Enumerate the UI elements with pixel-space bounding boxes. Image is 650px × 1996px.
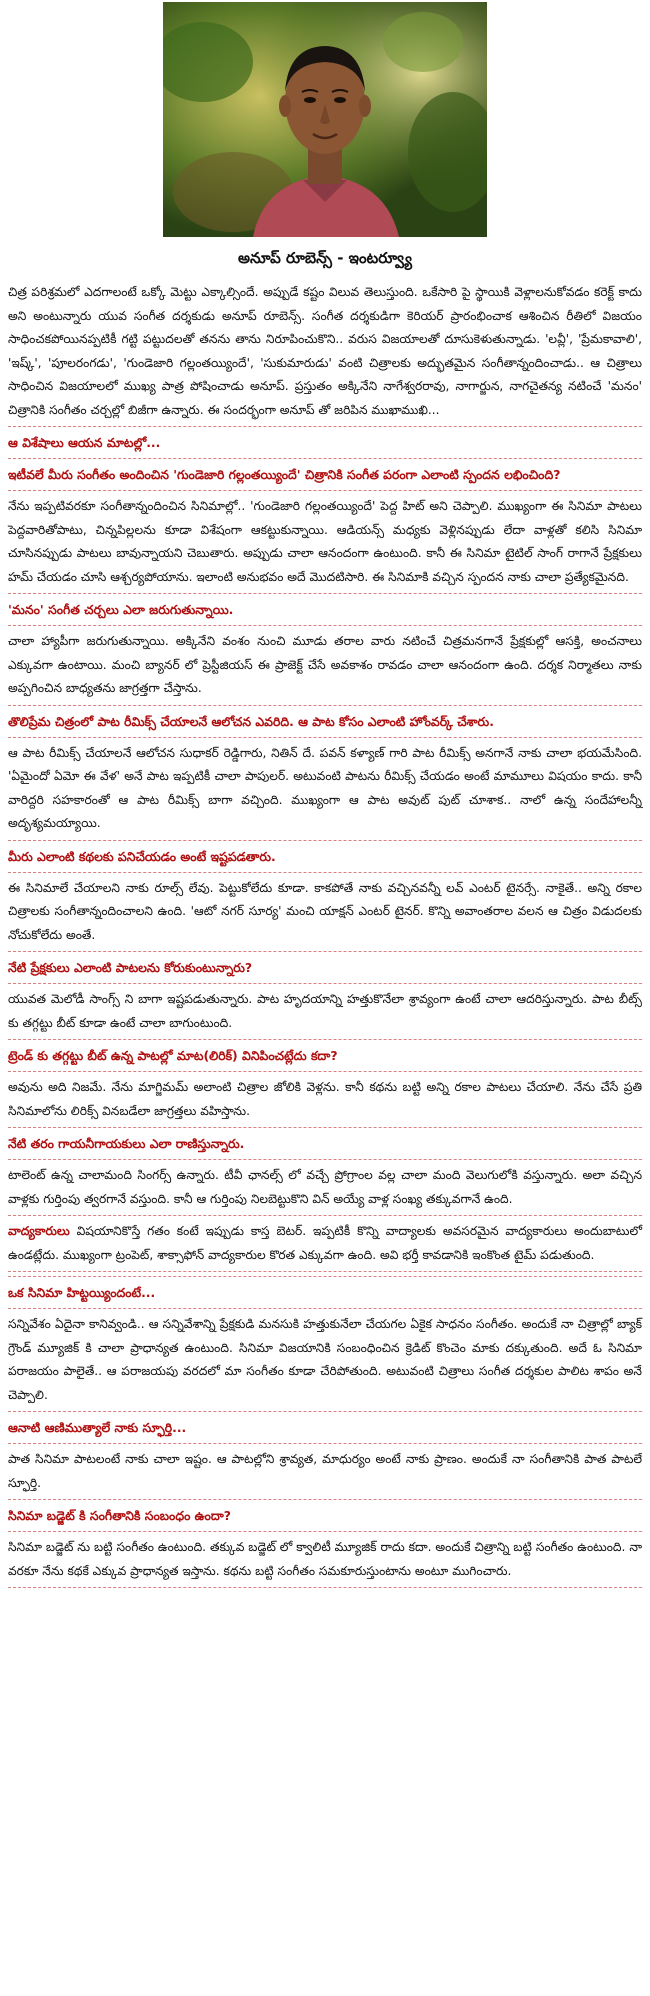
section-divider (8, 1071, 642, 1072)
section-divider (8, 951, 642, 952)
question-text: మీరు ఎలాంటి కథలకు పనిచేయడం అంటే ఇష్టపడతారు. (8, 848, 276, 864)
interview-section (8, 1416, 642, 1500)
interview-answer: అవును అది నిజమే. నేను మాగ్జిమమ్ అలాంటి చిత్రాల జోలికి వెళ్లను. కానీ కథను బట్టి అన్ని రకాల పాటలు చేయాలి. నేను చేసే ప్రతి సినిమాలోను లిరిక్స్ వినబడేలా జాగ్రత్తలు వహిస్తాను. (8, 1080, 642, 1118)
interview-sections (8, 431, 642, 1588)
interview-question (8, 1132, 642, 1155)
section-divider (8, 1039, 642, 1040)
interview-answer: యువత మెలోడీ సాంగ్స్ ని బాగా ఇష్టపడుతున్నారు. పాట హృదయాన్ని హత్తుకొనేలా శ్రావ్యంగా ఉంటే చాలా ఆదరిస్తున్నారు. పాట బీట్స్ కు తగ్గట్టు బీట్ కూడా ఉంటే చాలా బాగుంటుంది. (8, 992, 642, 1030)
portrait-photo (163, 2, 487, 237)
section-divider (8, 983, 642, 984)
interview-question (8, 956, 642, 979)
article-page (0, 2, 650, 1996)
interview-question (8, 1281, 642, 1304)
section-divider (8, 1159, 642, 1160)
section-divider (8, 1271, 642, 1272)
section-divider (8, 1215, 642, 1216)
section-divider (8, 458, 642, 459)
portrait-illustration (163, 2, 487, 237)
section-divider (8, 872, 642, 873)
article-intro: చిత్ర పరిశ్రమలో ఎదగాలంటే ఒక్కో మెట్టు ఎక్కాల్సిందే. అప్పుడే కష్టం విలువ తెలుస్తుంది. ఒకేసారి పై స్థాయికి వెళ్లాలనుకోవడం కరెక్ట్ కాదు అని అంటున్నారు యువ సంగీత దర్శకుడు అనూప్ రూబెన్స్. సంగీత దర్శకుడిగా కెరియర్ ప్రారంభించాక ఆశించిన రీతిలో విజయం సాధించకపోయినప్పటికీ గట్టి పట్టుదలతో తనను తాను నిరూపించుకొని.. వరుస విజయాలతో దూసుకెళుతున్నాడు. 'లవ్లీ', 'ప్రేమకావాలి', 'ఇష్క్', 'పూలరంగడు', 'గుండెజారి గల్లంతయ్యిందే', 'సుకుమారుడు' వంటి చిత్రాలకు అద్భుతమైన సంగీతాన్నందించాడు.. ఆ చిత్రాలు సాధించిన విజయాలలో ముఖ్య పాత్ర పోషించాడు అనూప్. ప్రస్తుతం అక్కినేని నాగేశ్వరరావు, నాగార్జున, నాగచైతన్య నటించే 'మనం' చిత్రానికి సంగీతం చర్చల్లో బిజీగా ఉన్నారు. ఈ సందర్భంగా అనూప్ తో జరిపిన ముఖాముఖి... (8, 285, 642, 417)
question-text: ఆనాటి ఆణిముత్యాలే నాకు స్ఫూర్తి... (8, 1420, 187, 1435)
interview-question (8, 598, 642, 621)
interview-answer: ఈ సినిమాలే చేయాలని నాకు రూల్స్ లేవు. పెట్టుకోలేదు కూడా. కాకపోతే నాకు వచ్చినవన్నీ లవ్ ఎంటర్ టైనర్సే. నాకైతే.. అన్ని రకాల చిత్రాలకు సంగీతాన్నందించాలని ఉంది. 'ఆటో నగర్ సూర్య' మంచి యాక్షన్ ఎంటర్ టైనర్. కొన్ని అవాంతరాల వలన ఆ చిత్రం విడుదలకు నోచుకోలేదు అంతే. (8, 880, 642, 942)
question-text: ఆ విశేషాలు ఆయన మాటల్లో... (8, 435, 161, 450)
interview-section (8, 956, 642, 1040)
section-divider (8, 1499, 642, 1500)
question-text: ఒక సినిమా హిట్టయ్యిందంటే... (8, 1285, 156, 1300)
interview-section (8, 1132, 642, 1216)
section-divider (8, 593, 642, 594)
section-divider (8, 625, 642, 626)
interview-question (8, 710, 642, 733)
article-title: అనూప్ రూబెన్స్ - ఇంటర్వ్యూ (237, 249, 412, 267)
interview-section (8, 845, 642, 953)
interview-answer: టాలెంట్ ఉన్న చాలామంది సింగర్స్ ఉన్నారు. టీవీ ఛానల్స్ లో వచ్చే ప్రోగ్రాంల వల్ల చాలా మంది వెలుగులోకి వస్తున్నారు. అలా వచ్చిన వాళ్లకు గుర్తింపు త్వరగానే వస్తుంది. కానీ ఆ గుర్తింపు నిలబెట్టుకొని విన్ అయ్యే వాళ్ల సంఖ్య తక్కువగానే ఉంది. (8, 1168, 642, 1206)
interview-section (8, 1044, 642, 1128)
interview-section (8, 598, 642, 706)
interview-section (8, 431, 642, 459)
question-text: నేటి తరం గాయనీగాయకులు ఎలా రాణిస్తున్నారు. (8, 1136, 245, 1151)
section-divider (8, 1587, 642, 1588)
question-text: తొలిప్రేమ చిత్రంలో పాట రీమిక్స్ చేయాలనే ఆలోచన ఎవరిది. ఆ పాట కోసం ఎలాంటి హోంవర్క్ చేశారు. (8, 713, 494, 729)
section-divider (8, 1308, 642, 1309)
interview-answer: పాత సినిమా పాటలంటే నాకు చాలా ఇష్టం. ఆ పాటల్లోని శ్రావ్యత, మాధుర్యం అంటే నాకు ప్రాణం. అందుకే నా సంగీతానికి పాత పాటలే స్ఫూర్తి. (8, 1452, 642, 1490)
section-divider (8, 705, 642, 706)
interview-question (8, 463, 642, 486)
question-text: ఇటీవలే మీరు సంగీతం అందించిన 'గుండెజారి గల్లంతయ్యిందే' చిత్రానికి సంగీత పరంగా ఎలాంటి స్పందన లభించింది? (8, 467, 561, 482)
section-divider (8, 1276, 642, 1277)
section-divider (8, 840, 642, 841)
question-text: సినిమా బడ్జెట్ కి సంగీతానికి సంబంధం ఉందా? (8, 1508, 231, 1523)
interview-section (8, 710, 642, 841)
section-divider (8, 1443, 642, 1444)
interview-section (8, 1504, 642, 1588)
interview-section (8, 1281, 642, 1412)
interview-section (8, 463, 642, 594)
interview-answer: ఆ పాట రీమిక్స్ చేయాలనే ఆలోచన సుధాకర్ రెడ్డిగారు, నితిన్ దే. పవన్ కళ్యాణ్ గారి పాట రీమిక్స్ అనగానే నాకు చాలా భయమేసింది. 'ఏమైందో ఏమో ఈ వేళ' అనే పాట ఇప్పటికీ చాలా పాపులర్. అటువంటి పాటను రీమిక్స్ చేయడం అంటే మామూలు విషయం కాదు. కానీ వారిద్దరి సహకారంతో ఆ పాట రీమిక్స్ బాగా వచ్చింది. ముఖ్యంగా ఆ పాట అవుట్ పుట్ చూశాక.. నాలో ఉన్న సందేహాలన్నీ అదృశ్యమయ్యాయి. (8, 745, 642, 830)
interview-question (8, 1044, 642, 1067)
interview-question (8, 431, 642, 454)
interview-answer: చాలా హ్యాపీగా జరుగుతున్నాయి. అక్కినేని వంశం నుంచి మూడు తరాల వారు నటించే చిత్రమనగానే ప్రేక్షకుల్లో ఆసక్తి, అంచనాలు ఎక్కువగా ఉంటాయి. మంచి బ్యానర్ లో ప్రెస్టీజియస్ ఈ ప్రాజెక్ట్ చేసే అవకాశం రావడం చాలా ఆనందంగా ఉంది. దర్శక నిర్మాతలు నాకు అప్పగించిన బాధ్యతను జాగ్రత్తగా చేస్తాను. (8, 634, 642, 695)
interview-answer: సన్నివేశం ఏదైనా కానివ్వండి.. ఆ సన్నివేశాన్ని ప్రేక్షకుడి మనసుకి హత్తుకునేలా చేయగల ఏకైక సాధనం సంగీతం. అందుకే నా చిత్రాల్లో బ్యాక్ గ్రౌండ్ మ్యూజిక్ కి చాలా ప్రాధాన్యత ఉంటుంది. సినిమా విజయానికి సంబంధించిన క్రెడిట్ కొంచెం మాకు దక్కుతుంది. అదే ఓ సినిమా పరాజయం పాలైతే.. ఆ పరాజయపు వరదలో మా సంగీతం కూడా చేరిపోతుంది. అటువంటి చిత్రాలు సంగీత దర్శకుల పాలిట శాపం అనే చెప్పాలి. (8, 1317, 642, 1402)
interview-question (8, 1220, 642, 1267)
section-divider (8, 1411, 642, 1412)
section-divider (8, 490, 642, 491)
question-text: నేటి ప్రేక్షకులు ఎలాంటి పాటలను కోరుకుంటున్నారు? (8, 960, 253, 975)
interview-question (8, 1416, 642, 1439)
answer-text: విషయానికొస్తే గతం కంటే ఇప్పుడు కాస్త బెటర్. ఇప్పటికీ కొన్ని వాద్యాలకు అవసరమైన వాద్యకారులు అందుబాటులో ఉండట్లేదు. ముఖ్యంగా ట్రంపెట్, శాక్సాఫోన్ వాద్యకారుల కొరత ఎక్కువగా ఉంది. అవి భర్తీ కావడానికి ఇంకొంత టైమ్ పడుతుంది. (8, 1224, 642, 1262)
interview-answer: నేను ఇప్పటివరకూ సంగీతాన్నందించిన సినిమాల్లో.. 'గుండెజారి గల్లంతయ్యిందే' పెద్ద హిట్ అని చెప్పాలి. ముఖ్యంగా ఈ సినిమా పాటలు పెద్దవారితోపాటు, చిన్నపిల్లలను కూడా విశేషంగా ఆకట్టుకున్నాయి. ఆడియన్స్ మధ్యకు వెళ్లినప్పుడు లేదా వాళ్లతో కలిసి సినిమా చూసినప్పుడు పాటలు బావున్నాయని చెబుతారు. అప్పుడు చాలా ఆనందంగా ఉంటుంది. కానీ ఈ సినిమా టైటిల్ సాంగ్ రాగానే ప్రేక్షకులు హమ్ చేయడం చూసి ఆశ్చర్యపోయాను. ఇలాంటి అనుభవం అదే మొదటిసారి. ఈ సినిమాకి వచ్చిన స్పందన నాకు చాలా ప్రత్యేకమైనది. (8, 499, 642, 584)
question-text: ట్రెండ్ కు తగ్గట్టు బీట్ ఉన్న పాటల్లో మాట(లిరిక్) వినిపించట్లేదు కదా? (8, 1048, 338, 1063)
question-text: వాద్యకారులు (8, 1224, 70, 1238)
section-divider (8, 426, 642, 427)
section-divider (8, 1127, 642, 1128)
section-divider (8, 737, 642, 738)
interview-answer: సినిమా బడ్జెట్ ను బట్టి సంగీతం ఉంటుంది. తక్కువ బడ్జెట్ లో క్వాలిటీ మ్యూజిక్ రాదు కదా. అందుకే చిత్రాన్ని బట్టి సంగీతం ఉంటుంది. నా వరకూ నేను కథకే ఎక్కువ ప్రాధాన్యత ఇస్తాను. కథను బట్టి సంగీతం సమకూరుస్తుంటాను అంటూ ముగించారు. (8, 1540, 642, 1578)
interview-question (8, 845, 642, 868)
question-text: 'మనం' సంగీత చర్చలు ఎలా జరుగుతున్నాయి. (8, 602, 234, 617)
interview-section (8, 1220, 642, 1277)
interview-question (8, 1504, 642, 1527)
section-divider (8, 1531, 642, 1532)
